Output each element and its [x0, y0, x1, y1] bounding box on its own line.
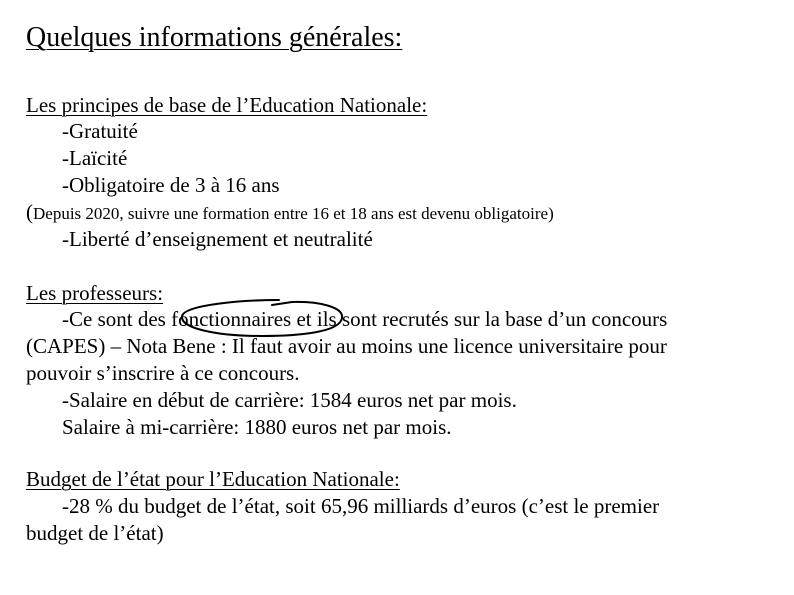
professeurs-line1-start: -Ce sont des	[62, 307, 172, 331]
professeurs-line2: (CAPES) – Nota Bene : Il faut avoir au moins une licence universitaire pour	[26, 334, 667, 358]
fonctionnaires-highlight: fonctionnaires	[171, 307, 292, 331]
professeurs-heading: Les professeurs:	[26, 281, 164, 305]
principes-item-laicite: -Laïcité	[62, 146, 128, 170]
professeurs-line1-end: et ils sont recrutés sur la base d’un concours	[291, 307, 668, 331]
page-title: Quelques informations générales:	[26, 22, 403, 53]
principes-item-gratuite: -Gratuité	[62, 119, 138, 143]
principes-note-paren: (	[26, 200, 33, 224]
professeurs-salaire-debut: -Salaire en début de carrière: 1584 euros net par mois.	[62, 388, 517, 412]
budget-line1: -28 % du budget de l’état, soit 65,96 milliards d’euros (c’est le premier	[62, 494, 660, 518]
budget-heading: Budget de l’état pour l’Education Nationale:	[26, 467, 400, 491]
budget-line2: budget de l’état)	[26, 521, 164, 545]
professeurs-line1	[62, 306, 667, 332]
principes-item-liberte: -Liberté d’enseignement et neutralité	[62, 227, 373, 251]
principes-note	[26, 199, 554, 227]
professeurs-salaire-mi: Salaire à mi-carrière: 1880 euros net par mois.	[62, 415, 452, 439]
professeurs-line3: pouvoir s’inscrire à ce concours.	[26, 361, 300, 385]
principes-note-text: Depuis 2020, suivre une formation entre 16 et 18 ans est devenu obligatoire)	[33, 204, 554, 223]
principes-item-obligatoire: -Obligatoire de 3 à 16 ans	[62, 173, 280, 197]
principes-heading: Les principes de base de l’Education Nationale:	[26, 93, 428, 117]
